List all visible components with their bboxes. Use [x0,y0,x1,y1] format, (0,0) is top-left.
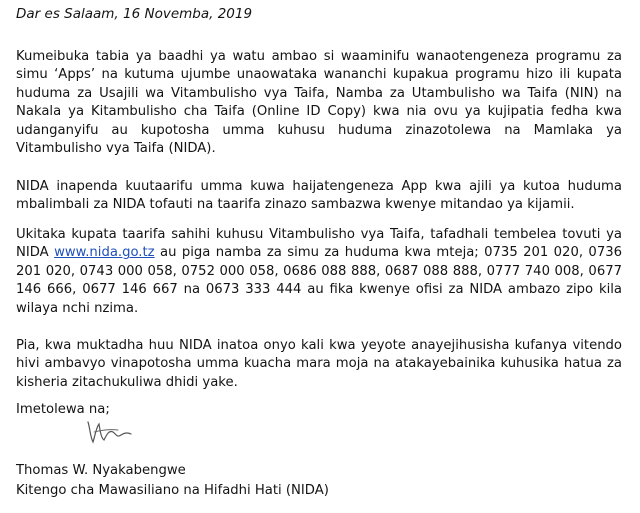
closing-line: Imetolewa na; [16,402,110,417]
paragraph-no-official-app: NIDA inapenda kuutaarifu umma kuwa haijatengeneza App kwa ajili ya kutoa huduma mbalimbali za NIDA tofauti na taarifa zinazo sambazwa kwenye mitandao ya kijamii. [16,179,622,213]
handwritten-signature [84,418,136,446]
signer-office: Kitengo cha Mawasiliano na Hifadhi Hati (NIDA) [16,483,329,498]
contact-text-before-link: Ukitaka kupata taarifa sahihi kuhusu Vitambulisho vya Taifa, tafadhali tembelea tovuti ya NIDA [16,227,622,261]
date-line: Dar es Salaam, 16 Novemba, 2019 [16,6,253,22]
contact-text-after-link: au piga namba za simu za huduma kwa mteja; 0735 201 020, 0736 201 020, 0743 000 058, 0752 000 058, 0686 088 888, 0687 088 888, 0777 740 008, 0677 146 666, 0677 146 667 na 0673 333 444 au fika kwenye ofisi za NIDA ambazo zipo kila wilaya nchi nzima. [16,245,622,316]
paragraph-contact-info [16,226,622,318]
signer-name: Thomas W. Nyakabengwe [16,463,186,478]
paragraph-legal-warning: Pia, kwa muktadha huu NIDA inatoa onyo kali kwa yeyote anayejihusisha kufanya vitendo hivi ambavyo vinapotosha umma kuacha mara moja na atakayebainika kuhusika hatua za kisheria zitachukuliwa dhidi yake. [16,338,622,390]
nida-website-link[interactable]: www.nida.go.tz [54,245,155,261]
paragraph-fake-apps-notice: Kumeibuka tabia ya baadhi ya watu ambao si waaminifu wanaotengeneza programu za simu ‘Apps’ na kutuma ujumbe unaowataka wananchi kupakua programu hizo ili kupata huduma za Usajili wa Vitambulisho vya Taifa, Namba za Utambulisho wa Taifa (NIN) na Nakala ya Kitambulisho cha Taifa (Online ID Copy) kwa nia ovu ya kujipatia fedha kwa udanganyifu au kupotosha umma kuhusu huduma zinazotolewa na Mamlaka ya Vitambulisho vya Taifa (NIDA). [16,49,622,157]
